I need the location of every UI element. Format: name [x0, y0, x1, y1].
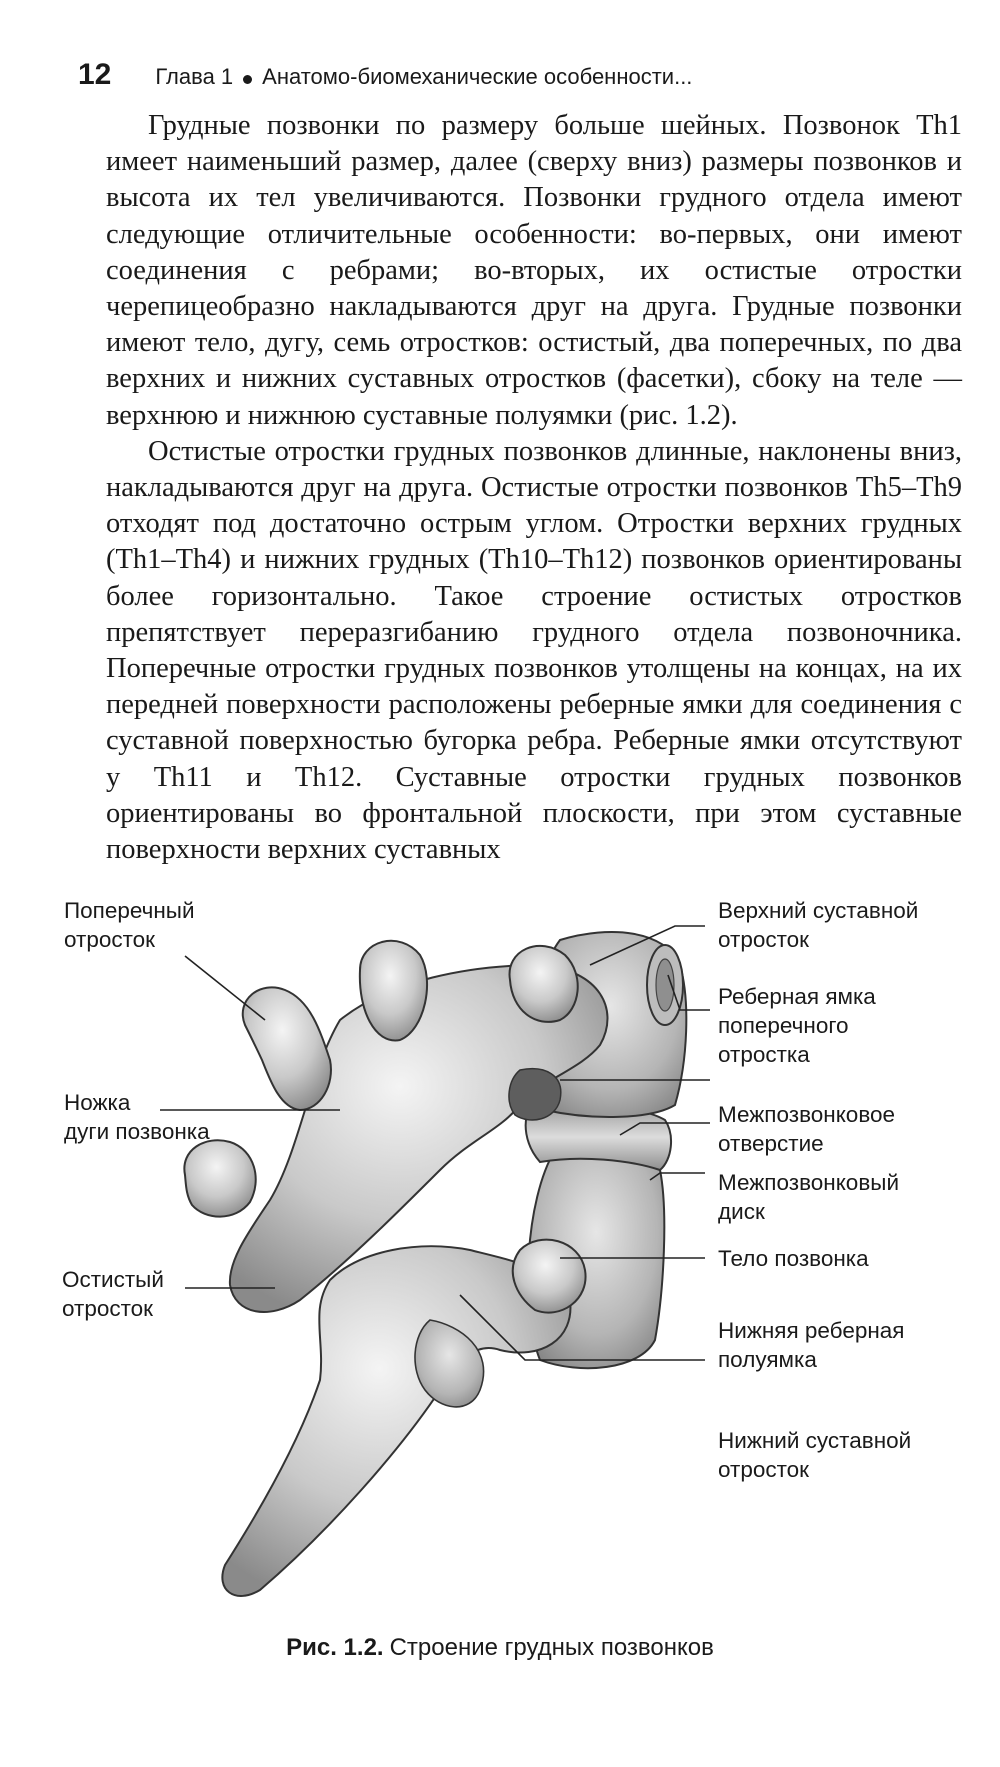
- label-superior-articular-process: Верхний суставной отросток: [718, 898, 919, 952]
- label-spinous-process: Остистый отросток: [62, 1267, 164, 1321]
- bullet-separator: [243, 75, 252, 84]
- figure-thoracic-vertebrae: [0, 870, 1000, 1630]
- label-intervertebral-foramen: Межпозвонковое отверстие: [718, 1102, 896, 1156]
- chapter-title: Глава 1: [155, 64, 234, 89]
- label-transverse-process: Поперечный отросток: [64, 898, 195, 952]
- figure-caption: [0, 1634, 1000, 1662]
- caption-number: Рис. 1.2.: [286, 1634, 384, 1661]
- label-costal-facet-transverse: Реберная ямка поперечного отростка: [718, 984, 876, 1067]
- label-pedicle: Ножка дуги позвонка: [64, 1090, 210, 1144]
- running-header: [78, 58, 692, 98]
- label-inferior-costal-demifacet: Нижняя реберная полуямка: [718, 1318, 905, 1372]
- label-inferior-articular-process: Нижний суставной отросток: [718, 1428, 912, 1482]
- paragraph-1: Грудные позвонки по размеру больше шейных. Позвонок Th1 имеет наименьший размер, далее (сверху вниз) размеры позвонков и высота их тел увеличиваются. Позвонки грудного отдела имеют следующие отличительные особенности: во-первых, они имеют соединения с ребрами; во-вторых, их остистые отростки черепицеобразно накладываются друг на друга. Грудные позвонки имеют тело, дугу, семь отростков: остистый, два поперечных, по два верхних и нижних суставных отростков (фасетки), сбоку на теле — верхнюю и нижнюю суставные полуямки (рис. 1.2).: [106, 110, 962, 431]
- paragraph-2: Остистые отростки грудных позвонков длинные, наклонены вниз, накладываются друг на друга. Остистые отростки позвонков Th5–Th9 отходят под достаточно острым углом. Отростки верхних грудных (Th1–Th4) и нижних грудных (Th10–Th12) позвонков ориентированы более горизонтально. Такое строение остистых отростков препятствует переразгибанию грудного отдела позвоночника. Поперечные отростки грудных позвонков утолщены на концах, на их передней поверхности расположены реберные ямки для соединения с суставной поверхностью бугорка ребра. Реберные ямки отсутствуют у Th11 и Th12. Суставные отростки грудных позвонков ориентированы во фронтальной плоскости, при этом суставные поверхности верхних суставных: [106, 435, 962, 866]
- caption-text: Строение грудных позвонков: [389, 1634, 714, 1661]
- section-title: Анатомо-биомеханические особенности...: [262, 64, 693, 89]
- page-number: 12: [78, 58, 112, 91]
- body-text: [106, 108, 962, 868]
- label-intervertebral-disc: Межпозвонковый диск: [718, 1170, 900, 1224]
- label-vertebral-body: Тело позвонка: [718, 1246, 869, 1271]
